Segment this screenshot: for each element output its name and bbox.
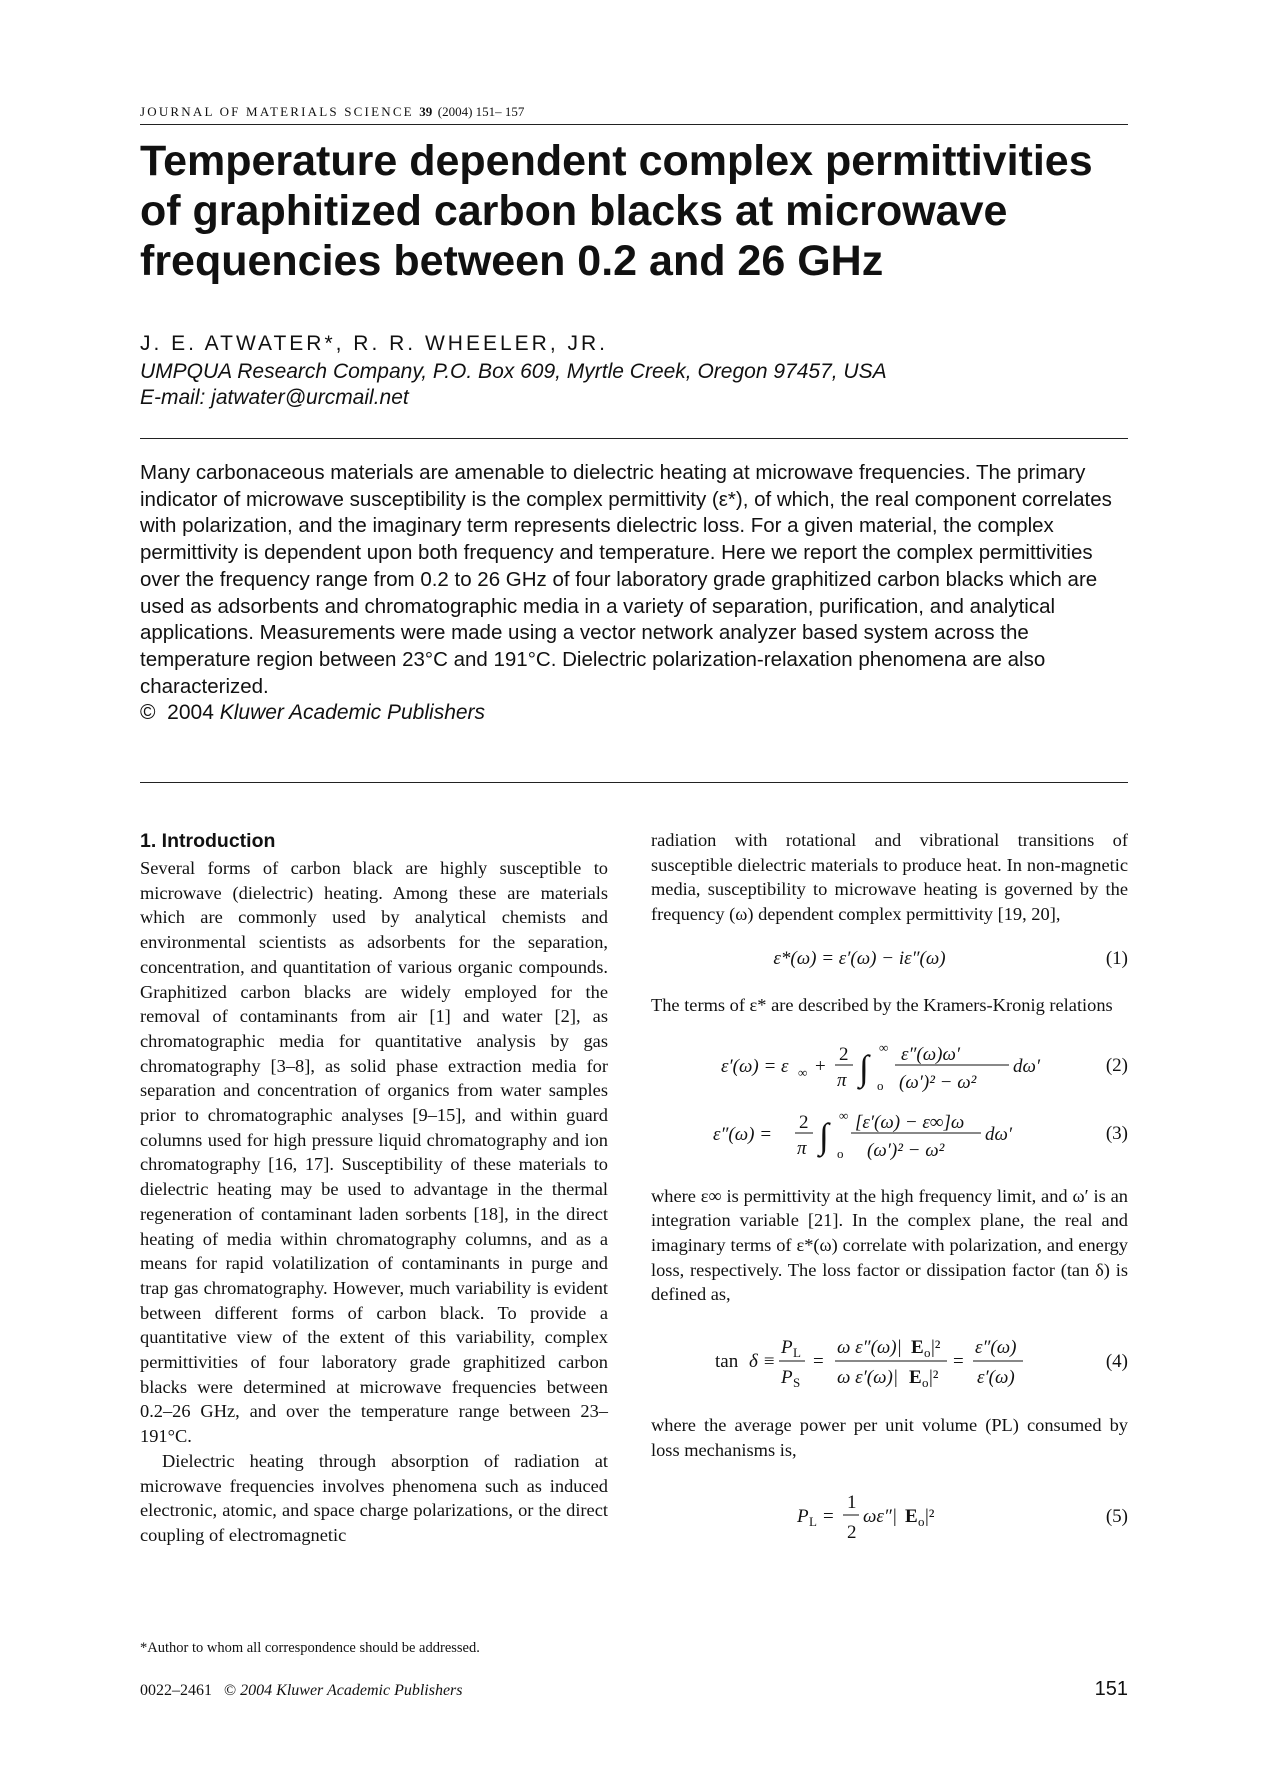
abstract-copyright [140, 700, 1128, 727]
equation-expression: ε*(ω) = ε′(ω) − iε″(ω) [773, 947, 946, 969]
svg-text:1: 1 [847, 1492, 857, 1514]
paper-title [140, 136, 1120, 286]
journal-year-pages: (2004) 151– 157 [437, 104, 525, 119]
svg-text:ε′(ω) = ε: ε′(ω) = ε [721, 1055, 789, 1077]
svg-text:=: = [813, 1351, 824, 1373]
svg-text:∫: ∫ [859, 1047, 869, 1088]
svg-text:P: P [781, 1367, 793, 1389]
equation-5 [651, 1470, 1128, 1550]
svg-text:ε″(ω): ε″(ω) [975, 1337, 1017, 1359]
body-paragraph: The terms of ε* are described by the Kramers-Kronig relations [651, 994, 1113, 1015]
equation-4 [651, 1317, 1128, 1403]
copyright-publisher: Kluwer Academic Publishers [219, 701, 486, 725]
svg-text:|²: |² [931, 1337, 941, 1359]
right-column [651, 828, 1128, 1550]
author-list: J. E. ATWATER*, R. R. WHEELER, JR. [140, 332, 608, 355]
svg-text:E: E [911, 1337, 924, 1359]
svg-text:=: = [953, 1351, 964, 1373]
footnote: *Author to whom all correspondence should be addressed. [140, 1640, 480, 1656]
footnote-spacer [140, 1636, 280, 1637]
svg-text:|²: |² [929, 1367, 939, 1389]
journal-volume: 39 [419, 104, 433, 119]
svg-text:L: L [809, 1514, 817, 1530]
svg-text:P: P [781, 1337, 793, 1359]
svg-text:L: L [793, 1345, 801, 1361]
svg-text:+: + [815, 1055, 826, 1077]
paper-page [140, 0, 1128, 1772]
svg-text:2: 2 [799, 1111, 809, 1133]
footer-publisher: 2004 Kluwer Academic Publishers [240, 1682, 463, 1699]
svg-text:o: o [922, 1375, 929, 1391]
intro-paragraph: Several forms of carbon black are highly susceptible to microwave (dielectric) heating. Among these are materials which are commonly used by analytical chemists and environmental scientists as adsorbents for the separation, concentration, and quantitation of various organic compounds. Graphitized carbon blacks are widely employed for the removal of contaminants from air [1] and water [2], as chromatographic media for quantitative analysis by gas chromatography [3–8], as solid phase extraction media for separation and concentration of organics from water samples prior to chromatographic analyses [9–15], and within guard columns used for high pressure liquid chromatography and ion chromatography [16, 17]. Susceptibility of these materials to dielectric heating may be used to advantage in the thermal regeneration of contaminant laden sorbents [18], in the direct heating of media within chromatography columns, and as a means for rapid volatilization of contaminants in purge and trap gas chromatography. However, much variability is evident between different forms of carbon black. To provide a quantitative view of the extent of this variability, complex permittivities of four laboratory grade graphitized carbon blacks were determined at microwave frequencies between 0.2–26 GHz, and over the temperature range between 23–191°C. [140, 858, 608, 1447]
page-number: 151 [1094, 1678, 1128, 1700]
section-heading: 1. Introduction [140, 830, 276, 852]
svg-text:ω ε″(ω)|: ω ε″(ω)| [837, 1337, 902, 1359]
svg-text:ε″(ω) =: ε″(ω) = [713, 1123, 773, 1145]
running-head [140, 104, 524, 120]
svg-text:∞: ∞ [839, 1107, 849, 1123]
equation-block-kramers-kronig [651, 1032, 1128, 1168]
abstract [140, 460, 1128, 727]
body-paragraph: where ε∞ is permittivity at the high frequency limit, and ω′ is an integration variable [21]. In the complex plane, the real and imaginary terms of ε*(ω) correlate with polarization, and energy loss, respectively. The loss factor or dissipation factor (tan δ) is defined as, [651, 1185, 1128, 1305]
title-line: frequencies between 0.2 and 26 GHz [140, 237, 884, 285]
journal-name: JOURNAL OF MATERIALS SCIENCE [140, 104, 414, 119]
header-rule [140, 124, 1128, 125]
intro-paragraph: Dielectric heating through absorption of radiation at microwave frequencies involves phenomena such as induced electronic, atomic, and space charge polarizations, or the direct coupling of electromagnetic [140, 1450, 608, 1545]
svg-text:S: S [793, 1375, 801, 1391]
footer-copyright-symbol: © [224, 1682, 237, 1699]
svg-text:=: = [823, 1506, 834, 1528]
svg-text:(ω′)² − ω²: (ω′)² − ω² [867, 1139, 945, 1161]
author-email: E-mail: jatwater@urcmail.net [140, 386, 409, 409]
svg-text:o: o [918, 1514, 925, 1530]
svg-text:∞: ∞ [879, 1039, 889, 1055]
svg-text:tan: tan [715, 1351, 739, 1373]
abstract-text: Many carbonaceous materials are amenable to dielectric heating at microwave frequencies. The primary indicator of microwave susceptibility is the complex permittivity (ε*), of which, the real component correlates with polarization, and the imaginary term represents dielectric loss. For a given material, the complex permittivity is dependent upon both frequency and temperature. Here we report the complex permittivities over the frequency range from 0.2 to 26 GHz of four laboratory grade graphitized carbon blacks which are used as adsorbents and chromatographic media in a variety of separation, purification, and analytical applications. Measurements were made using a vector network analyzer based system across the temperature region between 23°C and 191°C. Dielectric polarization-relaxation phenomena are also characterized. [140, 461, 1112, 698]
left-column [140, 828, 608, 1548]
loss-factor-equation [651, 1317, 1071, 1403]
title-line: of graphitized carbon blacks at microwave [140, 187, 1008, 235]
title-line: Temperature dependent complex permittivities [140, 137, 1093, 185]
copyright-year: 2004 [167, 701, 214, 725]
svg-text:π: π [797, 1137, 807, 1159]
affiliation: UMPQUA Research Company, P.O. Box 609, Myrtle Creek, Oregon 97457, USA [140, 360, 887, 383]
power-equation [651, 1470, 1071, 1550]
abstract-bottom-rule [140, 782, 1128, 783]
svg-text:|²: |² [925, 1506, 935, 1528]
svg-text:(ω′)² − ω²: (ω′)² − ω² [899, 1071, 977, 1093]
abstract-top-rule [140, 438, 1128, 439]
svg-text:δ ≡: δ ≡ [749, 1351, 776, 1373]
svg-text:dω′: dω′ [985, 1123, 1013, 1145]
svg-text:E: E [905, 1506, 918, 1528]
issn: 0022–2461 [140, 1682, 212, 1699]
body-paragraph: where the average power per unit volume (PL) consumed by loss mechanisms is, [651, 1415, 1128, 1460]
body-paragraph: radiation with rotational and vibrational transitions of susceptible dielectric materials to produce heat. In non-magnetic media, susceptibility to microwave heating is governed by the frequency (ω) dependent complex permittivity [19, 20], [651, 830, 1128, 925]
copyright-symbol: © [140, 701, 156, 725]
equation-number: (1) [1105, 947, 1128, 969]
svg-text:[ε′(ω) − ε∞]ω: [ε′(ω) − ε∞]ω [855, 1111, 965, 1133]
svg-text:ε″(ω)ω′: ε″(ω)ω′ [901, 1043, 961, 1065]
svg-text:∞: ∞ [798, 1064, 808, 1080]
svg-text:o: o [877, 1077, 884, 1093]
svg-text:o: o [924, 1345, 931, 1361]
svg-text:2: 2 [847, 1522, 857, 1544]
svg-text:ω ε′(ω)|: ω ε′(ω)| [837, 1367, 899, 1389]
equation-number: (5) [1105, 1506, 1128, 1528]
footer-issn [140, 1682, 463, 1700]
equation-number: (2) [1105, 1054, 1128, 1076]
svg-text:ε′(ω): ε′(ω) [977, 1367, 1015, 1389]
svg-text:o: o [837, 1145, 844, 1161]
svg-text:dω′: dω′ [1013, 1055, 1041, 1077]
svg-text:E: E [909, 1367, 922, 1389]
equation-1 [651, 927, 1128, 993]
equation-number: (3) [1105, 1122, 1128, 1144]
equation-number: (4) [1105, 1351, 1128, 1373]
svg-text:2: 2 [839, 1043, 849, 1065]
svg-text:P: P [797, 1506, 809, 1528]
svg-text:∫: ∫ [819, 1115, 829, 1156]
svg-text:π: π [837, 1069, 847, 1091]
kramers-kronig-equations [651, 1032, 1128, 1168]
svg-text:ωε″|: ωε″| [863, 1506, 898, 1528]
